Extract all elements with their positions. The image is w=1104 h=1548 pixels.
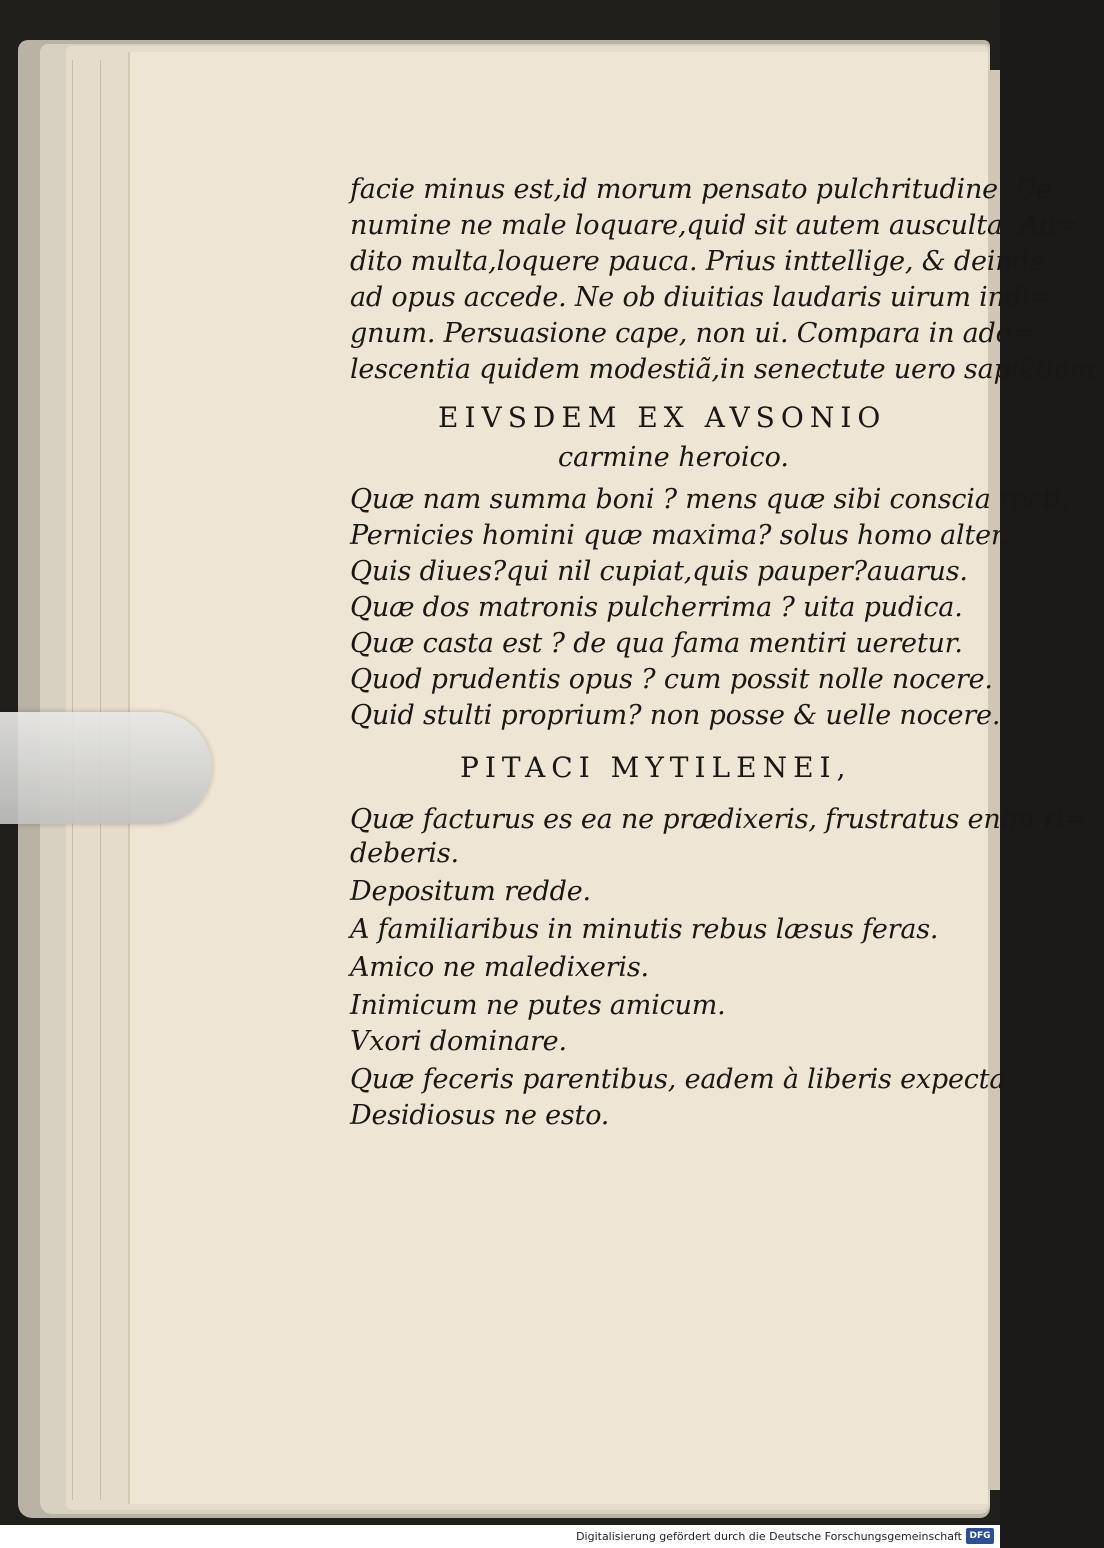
saying-line: Vxori dominare. [350, 1026, 567, 1057]
saying-line: deberis. [350, 838, 459, 869]
verse-line: Quid stulti proprium? non posse & uelle nocere. [350, 700, 1001, 731]
text-line: numine ne male loquare,quid sit autem ausculta. Au= [350, 210, 1079, 241]
page-clip [0, 712, 212, 824]
section-heading: EIVSDEM EX AVSONIO [438, 401, 887, 434]
verse-line: Quis diues?qui nil cupiat,quis pauper?auarus. [350, 556, 968, 587]
saying-line: Quæ facturus es ea ne prædixeris, frustratus enim ri= [350, 804, 1087, 835]
verse-line: Quæ casta est ? de qua fama mentiri ueretur. [350, 628, 963, 659]
text-line: ad opus accede. Ne ob diuitias laudaris uirum indi= [350, 282, 1053, 313]
saying-line: Desidiosus ne esto. [350, 1100, 610, 1131]
verse-line: Quæ nam summa boni ? mens quæ sibi conscia recti. [350, 484, 1070, 515]
verse-line: Quod prudentis opus ? cum possit nolle nocere. [350, 664, 993, 695]
saying-line: Inimicum ne putes amicum. [350, 990, 726, 1021]
saying-line: A familiaribus in minutis rebus læsus feras. [350, 914, 939, 945]
text-line: lescentia quidem modestiã,in senectute uero sapiẽtiam. [350, 354, 1104, 385]
saying-line: Amico ne maledixeris. [350, 952, 649, 983]
text-line: dito multa,loquere pauca. Prius inttellige, & deinde [350, 246, 1046, 277]
text-line: gnum. Persuasione cape, non ui. Compara in ado= [350, 318, 1035, 349]
section-heading: PITACI MYTILENEI, [460, 751, 852, 784]
verse-line: Quæ dos matronis pulcherrima ? uita pudica. [350, 592, 963, 623]
saying-line: Depositum redde. [350, 876, 591, 907]
dfg-logo-icon: DFG [966, 1528, 994, 1544]
verse-line: Pernicies homini quæ maxima? solus homo alter. [350, 520, 1010, 551]
section-subheading: carmine heroico. [558, 442, 789, 473]
saying-line: Quæ feceris parentibus, eadem à liberis expecta. [350, 1064, 1014, 1095]
funding-credit: Digitalisierung gefördert durch die Deutsche Forschungsgemeinschaft [576, 1530, 962, 1543]
text-line: facie minus est,id morum pensato pulchritudine. De [350, 174, 1052, 205]
